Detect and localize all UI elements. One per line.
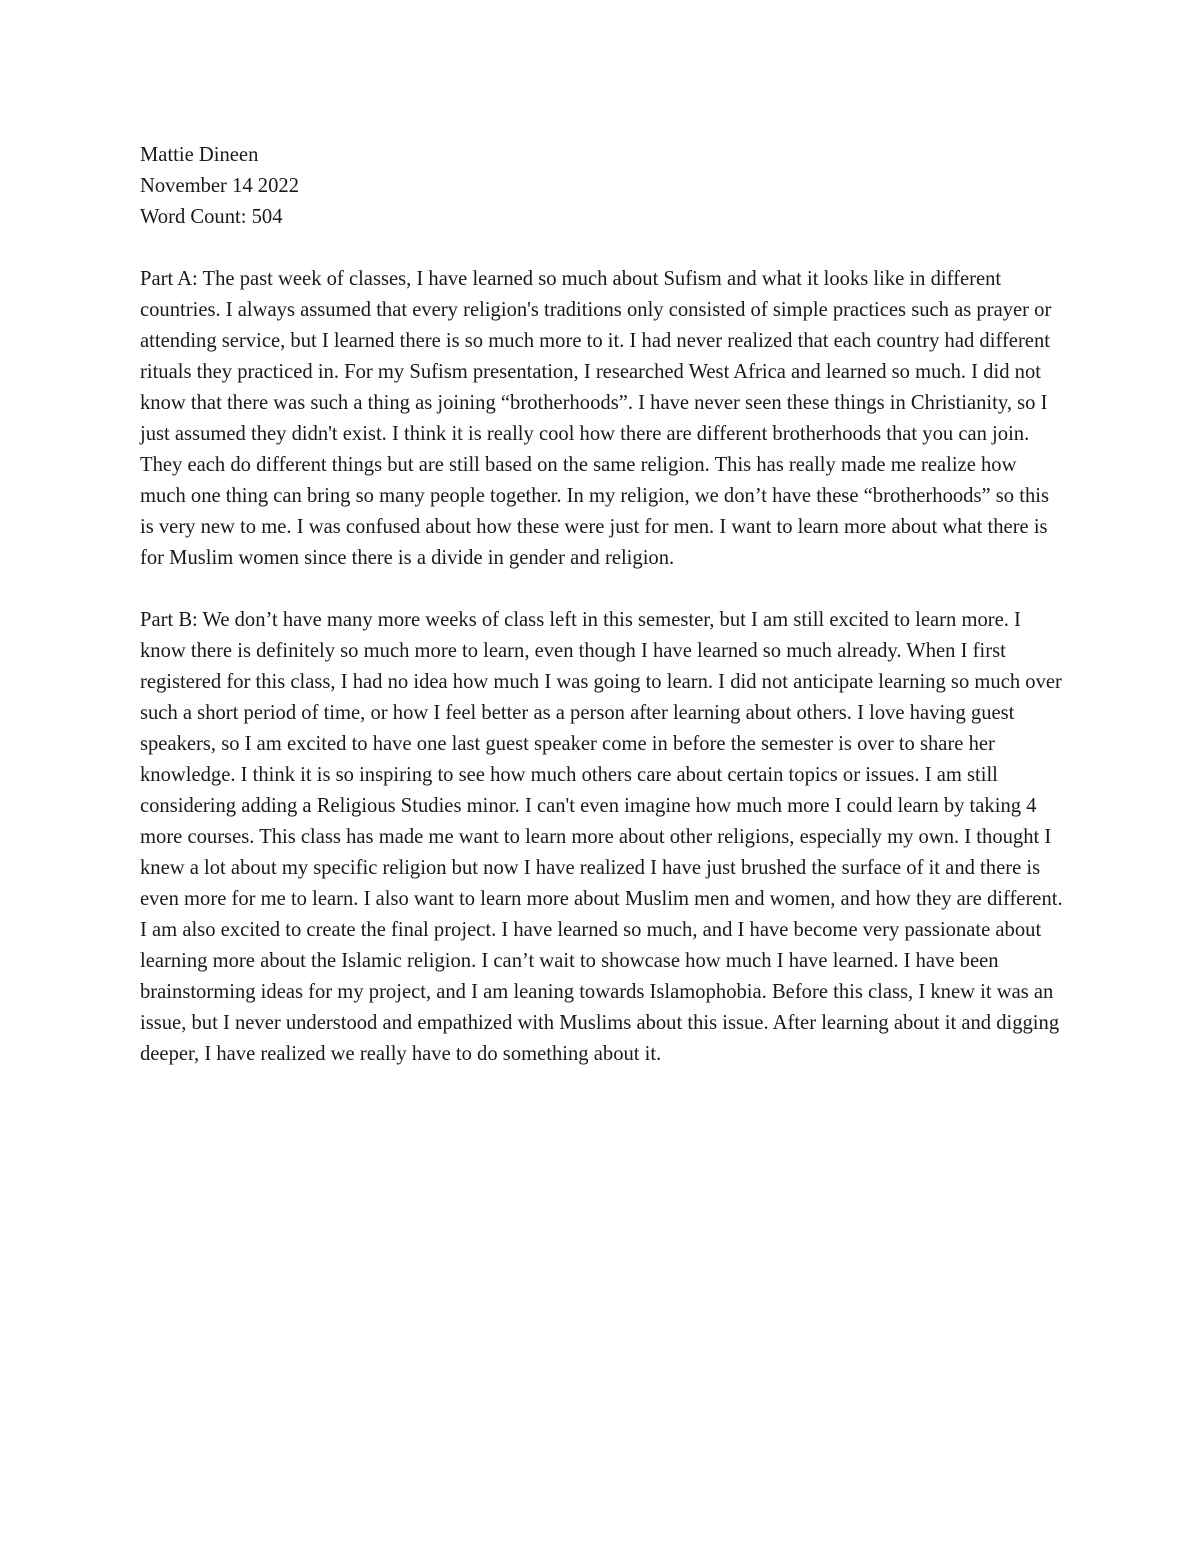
word-count: Word Count: 504 <box>140 206 283 228</box>
paragraph-part-a: Part A: The past week of classes, I have learned so much about Sufism and what it looks like in different countries. I always assumed that every religion's traditions only consisted of simple practices such as prayer or attending service, but I learned there is so much more to it. I had never realized that each country had different rituals they practiced in. For my Sufism presentation, I researched West Africa and learned so much. I did not know that there was such a thing as joining “brotherhoods”. I have never seen these things in Christianity, so I just assumed they didn't exist. I think it is really cool how there are different brotherhoods that you can join. They each do different things but are still based on the same religion. This has really made me realize how much one thing can bring so many people together. In my religion, we don’t have these “brotherhoods” so this is very new to me. I was confused about how these were just for men. I want to learn more about what there is for Muslim women since there is a divide in gender and religion. <box>140 268 1052 569</box>
document-date: November 14 2022 <box>140 175 299 197</box>
paragraph-part-b: Part B: We don’t have many more weeks of class left in this semester, but I am still excited to learn more. I know there is definitely so much more to learn, even though I have learned so much already. When I first registered for this class, I had no idea how much I was going to learn. I did not anticipate learning so much over such a short period of time, or how I feel better as a person after learning about others. I love having guest speakers, so I am excited to have one last guest speaker come in before the semester is over to share her knowledge. I think it is so inspiring to see how much others care about certain topics or issues. I am still considering adding a Religious Studies minor. I can't even imagine how much more I could learn by taking 4 more courses. This class has made me want to learn more about other religions, especially my own. I thought I knew a lot about my specific religion but now I have realized I have just brushed the surface of it and there is even more for me to learn. I also want to learn more about Muslim men and women, and how they are different. I am also excited to create the final project. I have learned so much, and I have become very passionate about learning more about the Islamic religion. I can’t wait to showcase how much I have learned. I have been brainstorming ideas for my project, and I am leaning towards Islamophobia. Before this class, I knew it was an issue, but I never understood and empathized with Muslims about this issue. After learning about it and digging deeper, I have realized we really have to do something about it. <box>140 609 1063 1065</box>
author-name: Mattie Dineen <box>140 144 259 166</box>
document-content <box>140 140 1065 1070</box>
